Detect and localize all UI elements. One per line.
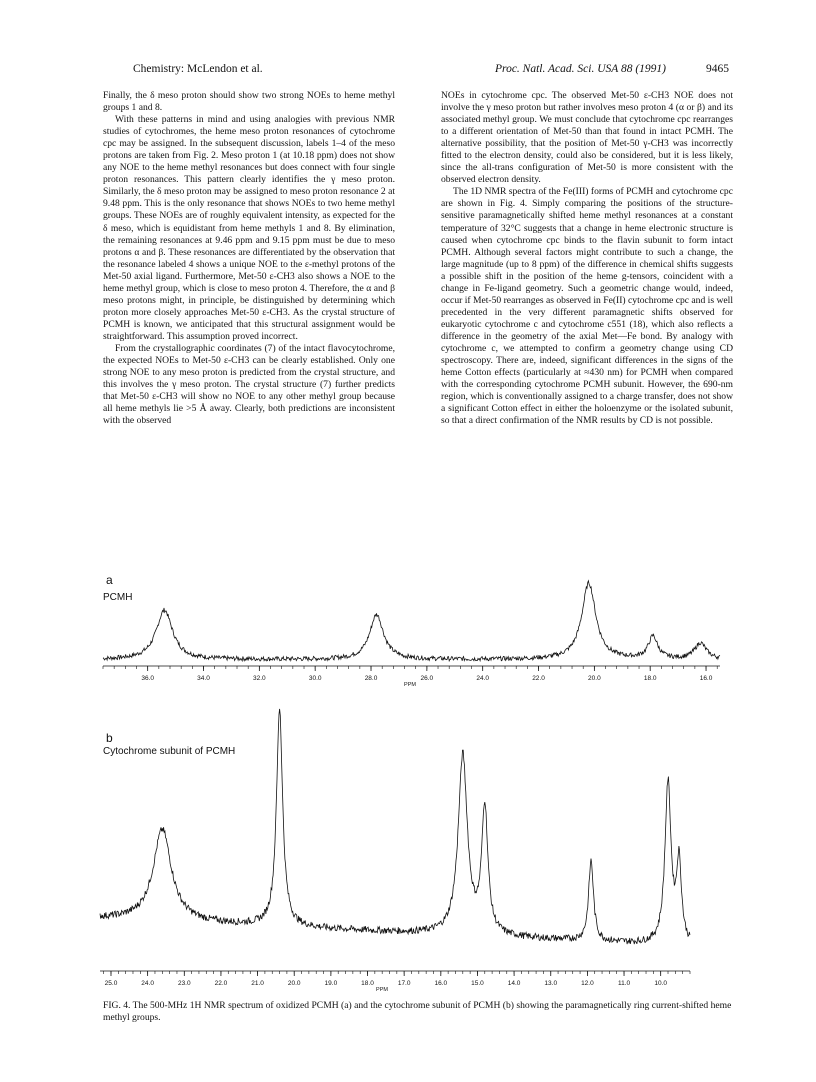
axis-unit-label: PPM: [404, 682, 416, 688]
tick-label: 32.0: [253, 675, 266, 682]
paragraph: From the crystallographic coordinates (7) of the intact flavocytochrome, the expected NOEs to Met-50 ε-CH3 can be clearly established. Only one strong NOE to any meso proton is predicted from the crystal structure, and this involves the γ meso proton. The crystal structure (7) further predicts that Met-50 ε-CH3 will show no NOE to any other methyl group because all heme methyls lie >5 Å away. Clearly, both predictions are inconsistent with the observed: [103, 342, 395, 427]
paragraph: NOEs in cytochrome cpc. The observed Met-50 ε-CH3 NOE does not involve the γ meso proton but rather involves meso proton 4 (α or β) and its associated methyl group. We must conclude that cytochrome cpc rearranges to a different orientation of Met-50 than that found in intact PCMH. The alternative possibility, that the position of Met-50 γ-CH3 was incorrectly fitted to the electron density, could also be considered, but it is less likely, since the all-trans configuration of Met-50 is more consistent with the observed electron density.: [441, 90, 733, 186]
tick-label: 11.0: [617, 980, 631, 987]
tick-label: 20.0: [588, 675, 601, 682]
tick-label: 21.0: [251, 980, 264, 987]
panel-a-title: PCMH: [103, 592, 133, 603]
tick-label: 18.0: [361, 980, 374, 987]
tick-label: 16.0: [434, 980, 448, 987]
tick-label: 15.0: [471, 980, 484, 987]
tick-label: 36.0: [141, 675, 154, 682]
tick-label: 25.0: [104, 980, 118, 987]
tick-label: 22.0: [532, 675, 545, 682]
spectrum-a: [103, 581, 720, 688]
tick-label: 26.0: [420, 675, 434, 682]
paragraph: Finally, the δ meso proton should show two strong NOEs to heme methyl groups 1 and 8.: [103, 90, 395, 114]
panel-b-label: b: [106, 731, 113, 745]
spectrum-trace: [100, 709, 690, 944]
figure-caption: FIG. 4. The 500-MHz 1H NMR spectrum of oxidized PCMH (a) and the cytochrome subunit of PCMH (b) showing the paramagnetically ring current-shifted heme methyl groups.: [103, 1000, 732, 1023]
tick-label: 14.0: [507, 980, 521, 987]
panel-a-label: a: [106, 573, 113, 587]
tick-label: 12.0: [581, 980, 594, 987]
tick-label: 28.0: [364, 675, 378, 682]
tick-label: 20.0: [287, 980, 301, 987]
tick-label: 16.0: [699, 675, 713, 682]
panel-b-title: Cytochrome subunit of PCMH: [103, 746, 236, 757]
running-head-authors: Chemistry: McLendon et al.: [133, 63, 263, 75]
tick-label: 17.0: [397, 980, 411, 987]
tick-label: 10.0: [654, 980, 668, 987]
tick-label: 24.0: [141, 980, 154, 987]
running-head-journal: Proc. Natl. Acad. Sci. USA 88 (1991): [495, 63, 666, 75]
tick-label: 24.0: [476, 675, 490, 682]
tick-label: 18.0: [643, 675, 657, 682]
tick-label: 22.0: [214, 980, 228, 987]
paragraph: The 1D NMR spectra of the Fe(III) forms of PCMH and cytochrome cpc are shown in Fig. 4. Simply comparing the positions of the structure-sensitive paramagnetically shifted heme methyl resonances at a constant temperature of 32°C suggests that a change in heme electronic structure is caused when cytochrome cpc binds to the flavin subunit to form intact PCMH. Although several factors might contribute to such a change, the large magnitude (up to 8 ppm) of the difference in chemical shifts suggests a possible shift in the position of the heme g-tensors, coincident with a change in Fe-ligand geometry. Such a geometric change would, indeed, occur if Met-50 rearranges as observed in Fe(II) cytochrome cpc and is well precedented in the very different paramagnetic shifts observed for eukaryotic cytochrome c and cytochrome c551 (18), which also reflects a difference in the geometry of the axial Met—Fe bond. By analogy with cytochrome c, we attempted to confirm a geometry change using CD spectroscopy. There are, indeed, significant differences in the signs of the heme Cotton effects (particularly at ≈430 nm) for PCMH when compared with the corresponding cytochrome PCMH subunit. However, the 690-nm region, which is conventionally assigned to a charge transfer, does not show a significant Cotton effect in either the holoenzyme or the isolated subunit, so that a direct confirmation of the NMR results by CD is not possible.: [441, 186, 733, 427]
page-number: 9465: [706, 63, 729, 75]
tick-label: 13.0: [544, 980, 558, 987]
tick-label: 30.0: [308, 675, 322, 682]
tick-label: 19.0: [324, 980, 338, 987]
spectrum-b: [100, 709, 690, 993]
spectrum-trace: [103, 581, 720, 661]
tick-label: 23.0: [177, 980, 191, 987]
tick-label: 34.0: [197, 675, 210, 682]
axis-unit-label: PPM: [376, 987, 388, 993]
paragraph: With these patterns in mind and using analogies with previous NMR studies of cytochromes, the heme meso proton resonances of cytochrome cpc may be assigned. In the subsequent discussion, labels 1–4 of the meso protons are taken from Fig. 2. Meso proton 1 (at 10.18 ppm) does not show any NOE to the heme methyl resonances but does connect with four single proton resonances. This pattern clearly identifies the γ meso proton. Similarly, the δ meso proton may be assigned to meso proton resonance 2 at 9.48 ppm. This is the only resonance that shows NOEs to two heme methyl groups. These NOEs are of roughly equivalent intensity, as expected for the δ meso, which is equidistant from heme methyls 1 and 8. By elimination, the remaining resonances at 9.46 ppm and 9.15 ppm must be due to meso protons α and β. These resonances are differentiated by the observation that the resonance labeled 4 shows a unique NOE to the ε-methyl protons of the Met-50 axial ligand. Furthermore, Met-50 ε-CH3 also shows a NOE to the heme methyl group, which is close to meso proton 4. Therefore, the α and β meso protons might, in principle, be distinguished by determining which proton more closely approaches Met-50 ε-CH3. As the crystal structure of PCMH is known, we anticipated that this structural assignment would be straightforward. This assumption proved incorrect.: [103, 114, 395, 342]
